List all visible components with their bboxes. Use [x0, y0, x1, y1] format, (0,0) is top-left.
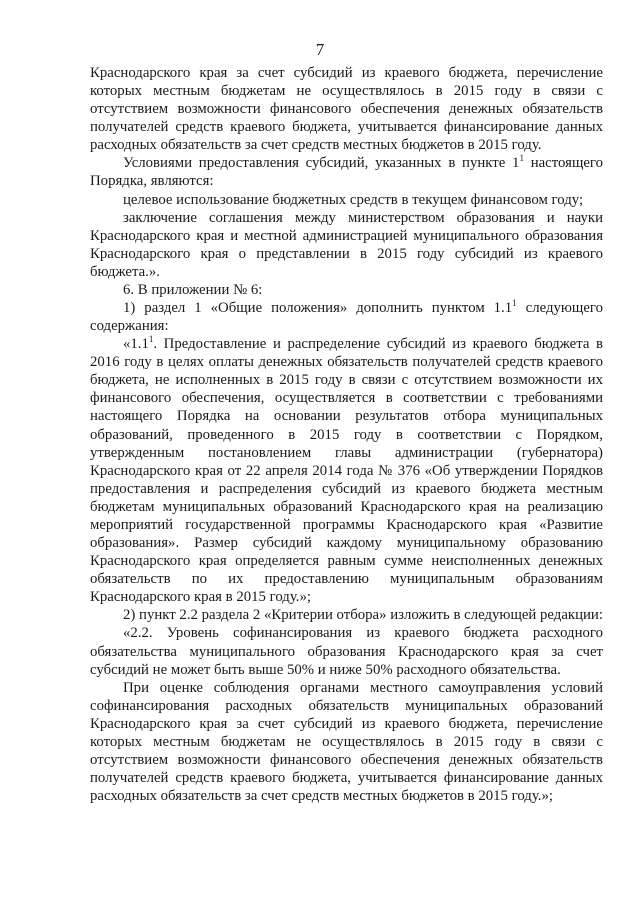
paragraph [90, 191, 603, 209]
paragraph-text: . Предоставление и распределение субсидий из краевого бюджета в 2016 году в целях оплаты денежных обязательств получателей средств краевого бюджета, не исполненных в 2015 году в связи с отсутствием возможности их финансового обеспечения, осуществляется в соответствии с требованиями настоящего Порядка на основании результатов отбора муниципальных образований, проведенного в 2015 году в соответствии с Порядком, утвержденным постановлением главы администрации (губернатора) Краснодарского края от 22 апреля 2014 года № 376 «Об утверждении Порядков предоставления и распределения субсидий из краевого бюджета местным бюджетам муниципальных образований Краснодарского края на реализацию мероприятий государственной программы Краснодарского края «Развитие образования». Размер субсидий каждому муниципальному образованию Краснодарского края определяется равным сумме неисполненных денежных обязательств по их предоставлению муниципальным образованиям Краснодарского края в 2015 году.»; [90, 336, 603, 606]
paragraph [90, 64, 603, 154]
paragraph [90, 606, 603, 624]
paragraph-text: «2.2. Уровень софинансирования из краевого бюджета расходного обязательства муниципального образования Краснодарского края за счет субсидий не может быть выше 50% и ниже 50% расходного обязательства. [90, 625, 603, 678]
paragraph-text: настоящего Порядка, являются: [90, 155, 603, 190]
superscript: 1 [519, 153, 524, 164]
paragraph [90, 624, 603, 678]
paragraph-text: При оценке соблюдения органами местного самоуправления условий софинансирования расходных обязательств муниципальных образований Краснодарского края за счет субсидий из краевого бюджета, перечисление которых местным бюджетам не осуществлялось в 2015 году в связи с отсутствием возможности финансового обеспечения денежных обязательств получателей средств краевого бюджета, учитывается финансирование данных расходных обязательств за счет средств местных бюджетов в 2015 году.»; [90, 679, 603, 805]
superscript: 1 [148, 334, 154, 345]
paragraph-text: 2) пункт 2.2 раздела 2 «Критерии отбора» изложить в следующей редакции: [123, 607, 603, 624]
document-body [90, 64, 603, 805]
paragraph [90, 679, 603, 806]
paragraph-text: целевое использование бюджетных средств в текущем финансовом году; [123, 191, 584, 208]
paragraph-text: Условиями предоставления субсидий, указанных в пункте 1 [123, 155, 520, 172]
paragraph-text: «1.1 [123, 336, 149, 353]
paragraph [90, 335, 603, 606]
page-number: 7 [315, 40, 325, 59]
paragraph [90, 154, 603, 190]
paragraph-text: 6. В приложении № 6: [123, 281, 263, 298]
paragraph-text: 1) раздел 1 «Общие положения» дополнить пунктом 1.1 [123, 300, 513, 317]
paragraph [90, 281, 603, 299]
paragraph-text: Краснодарского края за счет субсидий из краевого бюджета, перечисление которых местным бюджетам не осуществлялось в 2015 году в связи с отсутствием возможности финансового обеспечения денежных обязательств получателей средств краевого бюджета, учитывается финансирование данных расходных обязательств за счет средств местных бюджетов в 2015 году. [90, 65, 603, 154]
paragraph-text: следующего содержания: [90, 300, 603, 335]
paragraph [90, 209, 603, 281]
paragraph-text: заключение соглашения между министерством образования и науки Краснодарского края и местной администрацией муниципального образования Краснодарского края о представлении в 2015 году субсидий из краевого бюджета.». [90, 209, 603, 280]
superscript: 1 [512, 298, 517, 309]
paragraph [90, 299, 603, 335]
